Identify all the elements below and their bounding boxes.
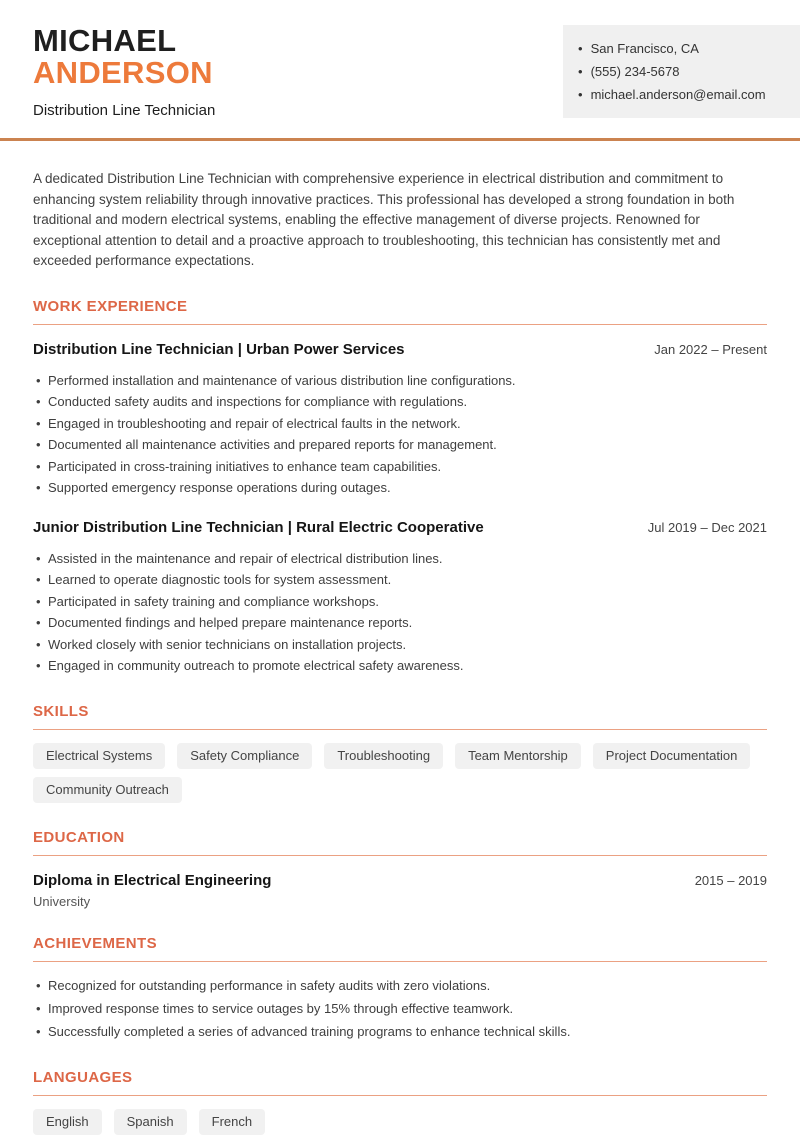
first-name: MICHAEL: [33, 23, 177, 58]
job-bullet-list: [33, 370, 767, 499]
institution-name: University: [33, 893, 91, 909]
job-bullet: • Supported emergency response operations during outages.: [33, 477, 767, 499]
job-bullet: • Participated in safety training and compliance workshops.: [33, 591, 767, 613]
language-tag: Spanish: [114, 1109, 187, 1135]
degree-title: Diploma in Electrical Engineering: [33, 871, 272, 889]
section-divider: [33, 1095, 767, 1096]
job-bullet: • Documented findings and helped prepare maintenance reports.: [33, 612, 767, 634]
job-bullet: • Conducted safety audits and inspections for compliance with regulations.: [33, 391, 767, 413]
section-languages: [33, 1069, 767, 1135]
summary-paragraph: A dedicated Distribution Line Technician with comprehensive experience in electrical distribution and commitment to enhancing system reliability through innovative practices. This professional has developed a strong foundation in both traditional and modern electrical systems, enabling the effective management of diverse projects. Renowned for exceptional attention to detail and a proactive approach to troubleshooting, this technician has consistently met and exceeded performance expectations.: [33, 171, 735, 268]
language-tag: French: [199, 1109, 265, 1135]
skill-tag: Project Documentation: [593, 743, 751, 769]
education-header-row: [33, 872, 767, 889]
section-divider: [33, 855, 767, 856]
job-bullet: • Worked closely with senior technicians on installation projects.: [33, 634, 767, 656]
education-entry: [33, 872, 767, 909]
skill-tag: Team Mentorship: [455, 743, 581, 769]
contact-email: • michael.anderson@email.com: [578, 83, 786, 106]
achievement-bullet: • Recognized for outstanding performance in safety audits with zero violations.: [33, 974, 767, 997]
contact-list: [578, 37, 786, 106]
section-achievements: [33, 935, 767, 1043]
education-heading: EDUCATION: [33, 828, 125, 846]
job-dates: Jan 2022 – Present: [654, 341, 767, 357]
work-experience-heading: WORK EXPERIENCE: [33, 297, 188, 315]
name-block: [33, 25, 215, 119]
skills-heading: SKILLS: [33, 702, 89, 720]
achievement-bullet: • Improved response times to service outages by 15% through effective teamwork.: [33, 997, 767, 1020]
skills-tag-list: [33, 743, 767, 803]
skill-tag: Electrical Systems: [33, 743, 165, 769]
education-dates: 2015 – 2019: [694, 872, 767, 888]
skill-tag: Safety Compliance: [177, 743, 312, 769]
job-entry: [33, 341, 767, 499]
job-header-row: [33, 519, 767, 536]
section-education: [33, 829, 767, 909]
achievements-bullet-list: [33, 974, 767, 1043]
section-work-experience: [33, 298, 767, 677]
skill-tag: Troubleshooting: [324, 743, 443, 769]
job-title: Distribution Line Technician | Urban Power Services: [33, 340, 405, 358]
job-dates: Jul 2019 – Dec 2021: [647, 519, 767, 535]
job-bullet: • Participated in cross-training initiatives to enhance team capabilities.: [33, 456, 767, 478]
achievement-bullet: • Successfully completed a series of advanced training programs to enhance technical skills.: [33, 1020, 767, 1043]
job-bullet: • Engaged in community outreach to promote electrical safety awareness.: [33, 655, 767, 677]
job-bullet: • Learned to operate diagnostic tools for system assessment.: [33, 569, 767, 591]
job-bullet: • Engaged in troubleshooting and repair of electrical faults in the network.: [33, 413, 767, 435]
section-divider: [33, 729, 767, 730]
languages-tag-list: [33, 1109, 767, 1135]
contact-phone: • (555) 234-5678: [578, 60, 786, 83]
skill-tag: Community Outreach: [33, 777, 182, 803]
role-title: Distribution Line Technician: [33, 102, 216, 119]
header-divider: [0, 138, 800, 141]
job-bullet-list: [33, 548, 767, 677]
job-entry: [33, 519, 767, 677]
achievements-heading: ACHIEVEMENTS: [33, 934, 157, 952]
section-divider: [33, 324, 767, 325]
language-tag: English: [33, 1109, 102, 1135]
job-title: Junior Distribution Line Technician | Rural Electric Cooperative: [33, 518, 484, 536]
contact-location: • San Francisco, CA: [578, 37, 786, 60]
header: [33, 25, 767, 119]
job-bullet: • Documented all maintenance activities and prepared reports for management.: [33, 434, 767, 456]
job-bullet: • Performed installation and maintenance of various distribution line configurations.: [33, 370, 767, 392]
last-name: ANDERSON: [33, 55, 213, 90]
section-divider: [33, 961, 767, 962]
job-bullet: • Assisted in the maintenance and repair of electrical distribution lines.: [33, 548, 767, 570]
section-skills: [33, 703, 767, 803]
contact-card: [563, 25, 800, 118]
job-header-row: [33, 341, 767, 358]
languages-heading: LANGUAGES: [33, 1068, 133, 1086]
